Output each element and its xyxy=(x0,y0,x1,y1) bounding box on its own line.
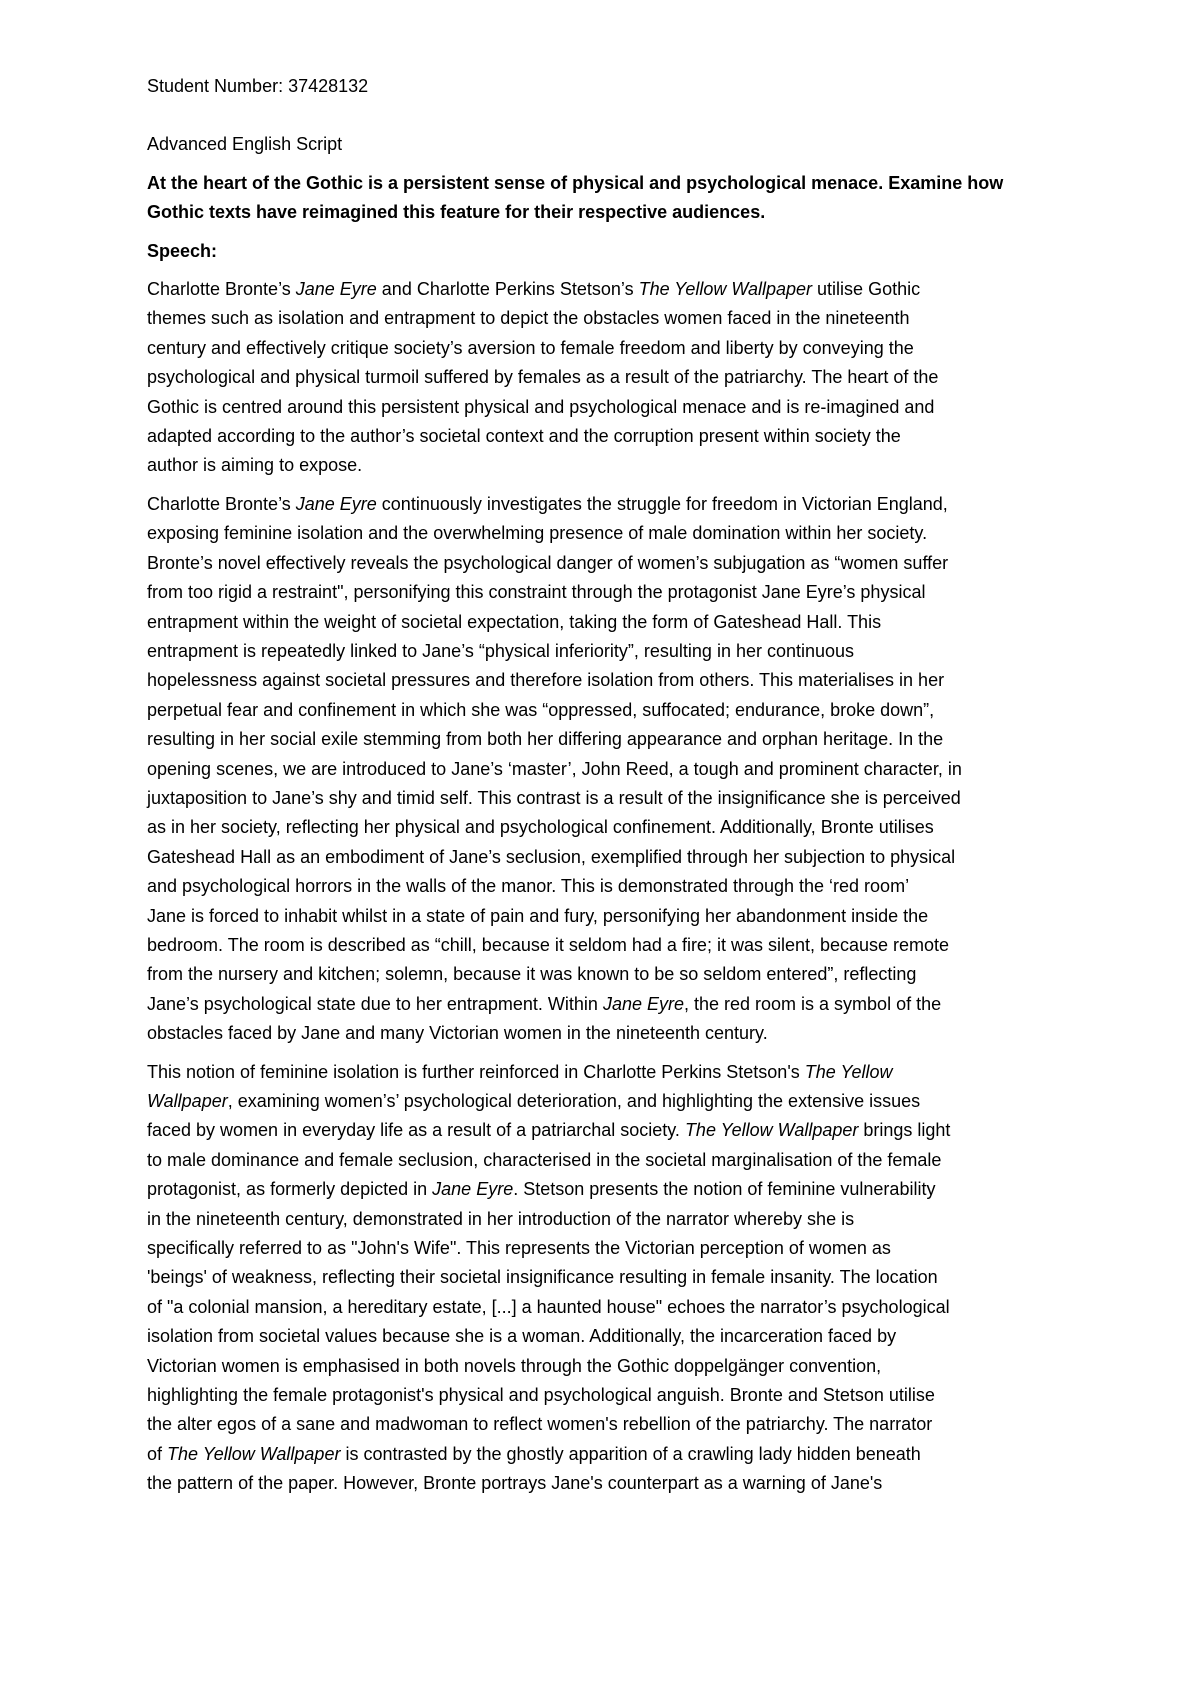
text-run: author is aiming to expose. xyxy=(147,455,363,476)
italic-title-run: Jane Eyre xyxy=(602,993,684,1014)
paragraph-line xyxy=(147,275,1067,304)
text-run: Victorian women is emphasised in both novels through the Gothic doppelgänger convention, xyxy=(147,1355,882,1376)
text-run: This notion of feminine isolation is further reinforced in Charlotte Perkins Stetson's xyxy=(147,1061,805,1082)
text-run: bedroom. The room is described as “chill, because it seldom had a fire; it was silent, because remote xyxy=(147,934,950,955)
text-run: from too rigid a restraint", personifying this constraint through the protagonist Jane Eyre’s physical xyxy=(147,582,926,603)
text-run: , examining women’s’ psychological deterioration, and highlighting the extensive issues xyxy=(227,1091,921,1111)
speech-paragraph xyxy=(147,275,1067,481)
student-number: Student Number: 37428132 xyxy=(147,76,369,96)
text-run: continuously investigates the struggle for freedom in Victorian England, xyxy=(376,493,948,514)
paragraph-line xyxy=(147,1234,1067,1263)
paragraph-line xyxy=(147,755,1067,784)
paragraph-line xyxy=(147,637,1067,666)
paragraph-line xyxy=(147,578,1067,607)
document-body xyxy=(147,72,1067,1499)
text-run: in the nineteenth century, demonstrated in her introduction of the narrator whereby she is xyxy=(147,1208,855,1229)
text-run: isolation from societal values because she is a woman. Additionally, the incarceration faced by xyxy=(147,1326,897,1347)
paragraph-line xyxy=(147,813,1067,842)
text-run: of xyxy=(147,1443,168,1464)
paragraph-line xyxy=(147,334,1067,363)
text-run: century and effectively critique society’s aversion to female freedom and liberty by conveying the xyxy=(147,337,914,358)
text-run: the pattern of the paper. However, Bronte portrays Jane's counterpart as a warning of Jane's xyxy=(147,1473,883,1494)
text-run: perpetual fear and confinement in which she was “oppressed, suffocated; endurance, broke down”, xyxy=(147,699,935,720)
italic-title-run: The Yellow Wallpaper xyxy=(638,279,813,300)
text-run: as in her society, reflecting her physical and psychological confinement. Additionally, Bronte utilises xyxy=(147,817,934,838)
paragraph-line xyxy=(147,422,1067,451)
paragraph-line xyxy=(147,1293,1067,1322)
text-run: obstacles faced by Jane and many Victorian women in the nineteenth century. xyxy=(147,1023,768,1044)
paragraph-line xyxy=(147,696,1067,725)
text-run: Jane is forced to inhabit whilst in a state of pain and fury, personifying her abandonment inside the xyxy=(147,905,929,926)
text-run: . Stetson presents the notion of feminine vulnerability xyxy=(513,1179,936,1200)
paragraph-line xyxy=(147,304,1067,333)
italic-title-run: Wallpaper xyxy=(147,1091,228,1111)
paragraph-line xyxy=(147,519,1067,548)
paragraph-line xyxy=(147,843,1067,872)
italic-title-run: Jane Eyre xyxy=(295,493,377,514)
paragraph-line xyxy=(147,1205,1067,1234)
script-title: Advanced English Script xyxy=(147,134,343,155)
italic-title-run: Jane Eyre xyxy=(295,279,377,300)
paragraph-line xyxy=(147,1058,1067,1087)
text-run: Gateshead Hall as an embodiment of Jane’s seclusion, exemplified through her subjection to physical xyxy=(147,846,956,867)
text-run: juxtaposition to Jane’s shy and timid self. This contrast is a result of the insignificance she is perceived xyxy=(147,787,961,808)
italic-title-run: The Yellow Wallpaper xyxy=(684,1120,859,1141)
paragraph-line xyxy=(147,363,1067,392)
text-run: Bronte’s novel effectively reveals the psychological danger of women’s subjugation as “women suffer xyxy=(147,552,949,573)
text-run: specifically referred to as "John's Wife". This represents the Victorian perception of women as xyxy=(147,1238,891,1259)
paragraph-line xyxy=(147,1322,1067,1351)
paragraph-line xyxy=(147,902,1067,931)
paragraph-line xyxy=(147,1175,1067,1204)
text-run: entrapment is repeatedly linked to Jane’s “physical inferiority”, resulting in her continuous xyxy=(147,640,855,661)
text-run: , the red room is a symbol of the xyxy=(683,993,942,1014)
essay-question-line: Gothic texts have reimagined this feature for their respective audiences. xyxy=(147,202,766,223)
text-run: themes such as isolation and entrapment to depict the obstacles women faced in the nineteenth xyxy=(147,308,910,329)
paragraph-line xyxy=(147,1469,1067,1498)
paragraph-line xyxy=(147,393,1067,422)
paragraph-line xyxy=(147,1146,1067,1175)
paragraph-line xyxy=(147,549,1067,578)
text-run: 'beings' of weakness, reflecting their societal insignificance resulting in female insanity. The location xyxy=(147,1267,938,1288)
speech-paragraphs xyxy=(147,275,1067,1499)
paragraph-line xyxy=(147,1352,1067,1381)
text-run: hopelessness against societal pressures and therefore isolation from others. This materialises in her xyxy=(147,670,945,691)
text-run: highlighting the female protagonist's physical and psychological anguish. Bronte and Stetson utilise xyxy=(147,1385,935,1406)
speech-label: Speech: xyxy=(147,240,218,261)
paragraph-line xyxy=(147,1019,1067,1048)
paragraph-line xyxy=(147,872,1067,901)
speech-paragraph xyxy=(147,1058,1067,1499)
text-run: Jane’s psychological state due to her entrapment. Within xyxy=(147,993,603,1014)
essay-question xyxy=(147,169,1067,228)
paragraph-line xyxy=(147,451,1067,480)
text-run: faced by women in everyday life as a result of a patriarchal society. xyxy=(147,1120,685,1141)
text-run: to male dominance and female seclusion, characterised in the societal marginalisation of the female xyxy=(147,1149,942,1170)
text-run: Charlotte Bronte’s xyxy=(147,493,296,514)
text-run: Gothic is centred around this persistent physical and psychological menace and is re-imagined and xyxy=(147,396,935,417)
text-run: and psychological horrors in the walls of the manor. This is demonstrated through the ‘red room’ xyxy=(147,876,910,897)
text-run: is contrasted by the ghostly apparition of a crawling lady hidden beneath xyxy=(340,1443,921,1464)
paragraph-line xyxy=(147,1440,1067,1469)
essay-question-line: At the heart of the Gothic is a persistent sense of physical and psychological menace. Examine how xyxy=(147,172,1004,193)
text-run: psychological and physical turmoil suffered by females as a result of the patriarchy. The heart of the xyxy=(147,367,939,388)
text-run: and Charlotte Perkins Stetson’s xyxy=(376,279,639,300)
text-run: opening scenes, we are introduced to Jane’s ‘master’, John Reed, a tough and prominent character, in xyxy=(147,758,962,779)
paragraph-line xyxy=(147,1116,1067,1145)
text-run: adapted according to the author’s societal context and the corruption present within society the xyxy=(147,426,901,447)
text-run: entrapment within the weight of societal expectation, taking the form of Gateshead Hall. This xyxy=(147,611,882,632)
paragraph-line xyxy=(147,1087,1067,1116)
paragraph-line xyxy=(147,931,1067,960)
text-run: resulting in her social exile stemming from both her differing appearance and orphan heritage. In the xyxy=(147,729,944,750)
paragraph-line xyxy=(147,725,1067,754)
text-run: Charlotte Bronte’s xyxy=(147,279,296,300)
text-run: of "a colonial mansion, a hereditary estate, [...] a haunted house" echoes the narrator’s psychological xyxy=(147,1296,950,1317)
paragraph-line xyxy=(147,1381,1067,1410)
italic-title-run: The Yellow Wallpaper xyxy=(167,1443,341,1464)
text-run: the alter egos of a sane and madwoman to reflect women's rebellion of the patriarchy. The narrator xyxy=(147,1414,933,1435)
paragraph-line xyxy=(147,666,1067,695)
paragraph-line xyxy=(147,608,1067,637)
text-run: exposing feminine isolation and the overwhelming presence of male domination within her society. xyxy=(147,523,928,544)
paragraph-line xyxy=(147,1263,1067,1292)
paragraph-line xyxy=(147,960,1067,989)
paragraph-line xyxy=(147,784,1067,813)
paragraph-line xyxy=(147,490,1067,519)
text-run: protagonist, as formerly depicted in xyxy=(147,1179,433,1200)
italic-title-run: Jane Eyre xyxy=(432,1179,514,1200)
paragraph-line xyxy=(147,990,1067,1019)
speech-paragraph xyxy=(147,490,1067,1049)
italic-title-run: The Yellow xyxy=(804,1061,893,1082)
paragraph-line xyxy=(147,1410,1067,1439)
text-run: brings light xyxy=(858,1120,951,1141)
text-run: utilise Gothic xyxy=(812,279,921,300)
text-run: from the nursery and kitchen; solemn, because it was known to be so seldom entered”, reflecting xyxy=(147,964,917,985)
